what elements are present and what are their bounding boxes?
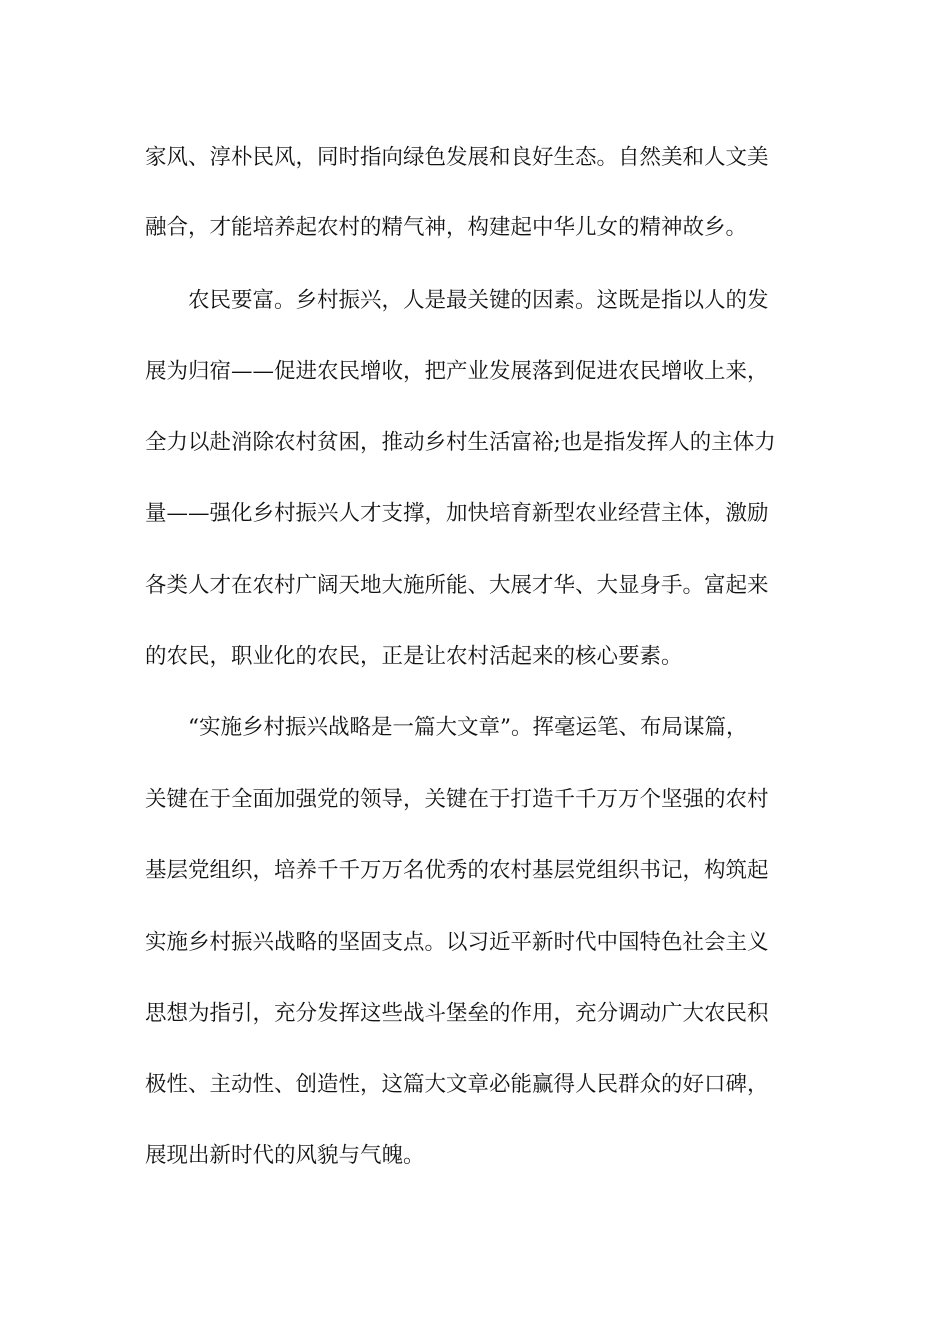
paragraph-start-line: “实施乡村振兴战略是一篇大文章”。挥毫运笔、布局谋篇，: [188, 715, 748, 740]
text-line: 极性、主动性、创造性，这篇大文章必能赢得人民群众的好口碑，: [145, 1072, 769, 1097]
text-line: 基层党组织，培养千千万万名优秀的农村基层党组织书记，构筑起: [145, 858, 769, 883]
text-line: 展为归宿——促进农民增收，把产业发展落到促进农民增收上来，: [145, 359, 769, 384]
text-line: 家风、淳朴民风，同时指向绿色发展和良好生态。自然美和人文美: [145, 145, 769, 170]
text-line: 量——强化乡村振兴人才支撑，加快培育新型农业经营主体，激励: [145, 501, 769, 526]
text-line: 全力以赴消除农村贫困，推动乡村生活富裕;也是指发挥人的主体力: [145, 430, 776, 455]
text-line: 展现出新时代的风貌与气魄。: [145, 1143, 425, 1168]
text-line: 思想为指引，充分发挥这些战斗堡垒的作用，充分调动广大农民积: [145, 1001, 769, 1026]
paragraph-start-line: 农民要富。乡村振兴，人是最关键的因素。这既是指以人的发: [188, 288, 769, 313]
text-line: 融合，才能培养起农村的精气神，构建起中华儿女的精神故乡。: [145, 215, 748, 240]
text-line: 各类人才在农村广阔天地大施所能、大展才华、大显身手。富起来: [145, 573, 769, 598]
text-line: 关键在于全面加强党的领导，关键在于打造千千万万个坚强的农村: [145, 787, 769, 812]
text-line: 实施乡村振兴战略的坚固支点。以习近平新时代中国特色社会主义: [145, 930, 769, 955]
text-line: 的农民，职业化的农民，正是让农村活起来的核心要素。: [145, 644, 683, 669]
